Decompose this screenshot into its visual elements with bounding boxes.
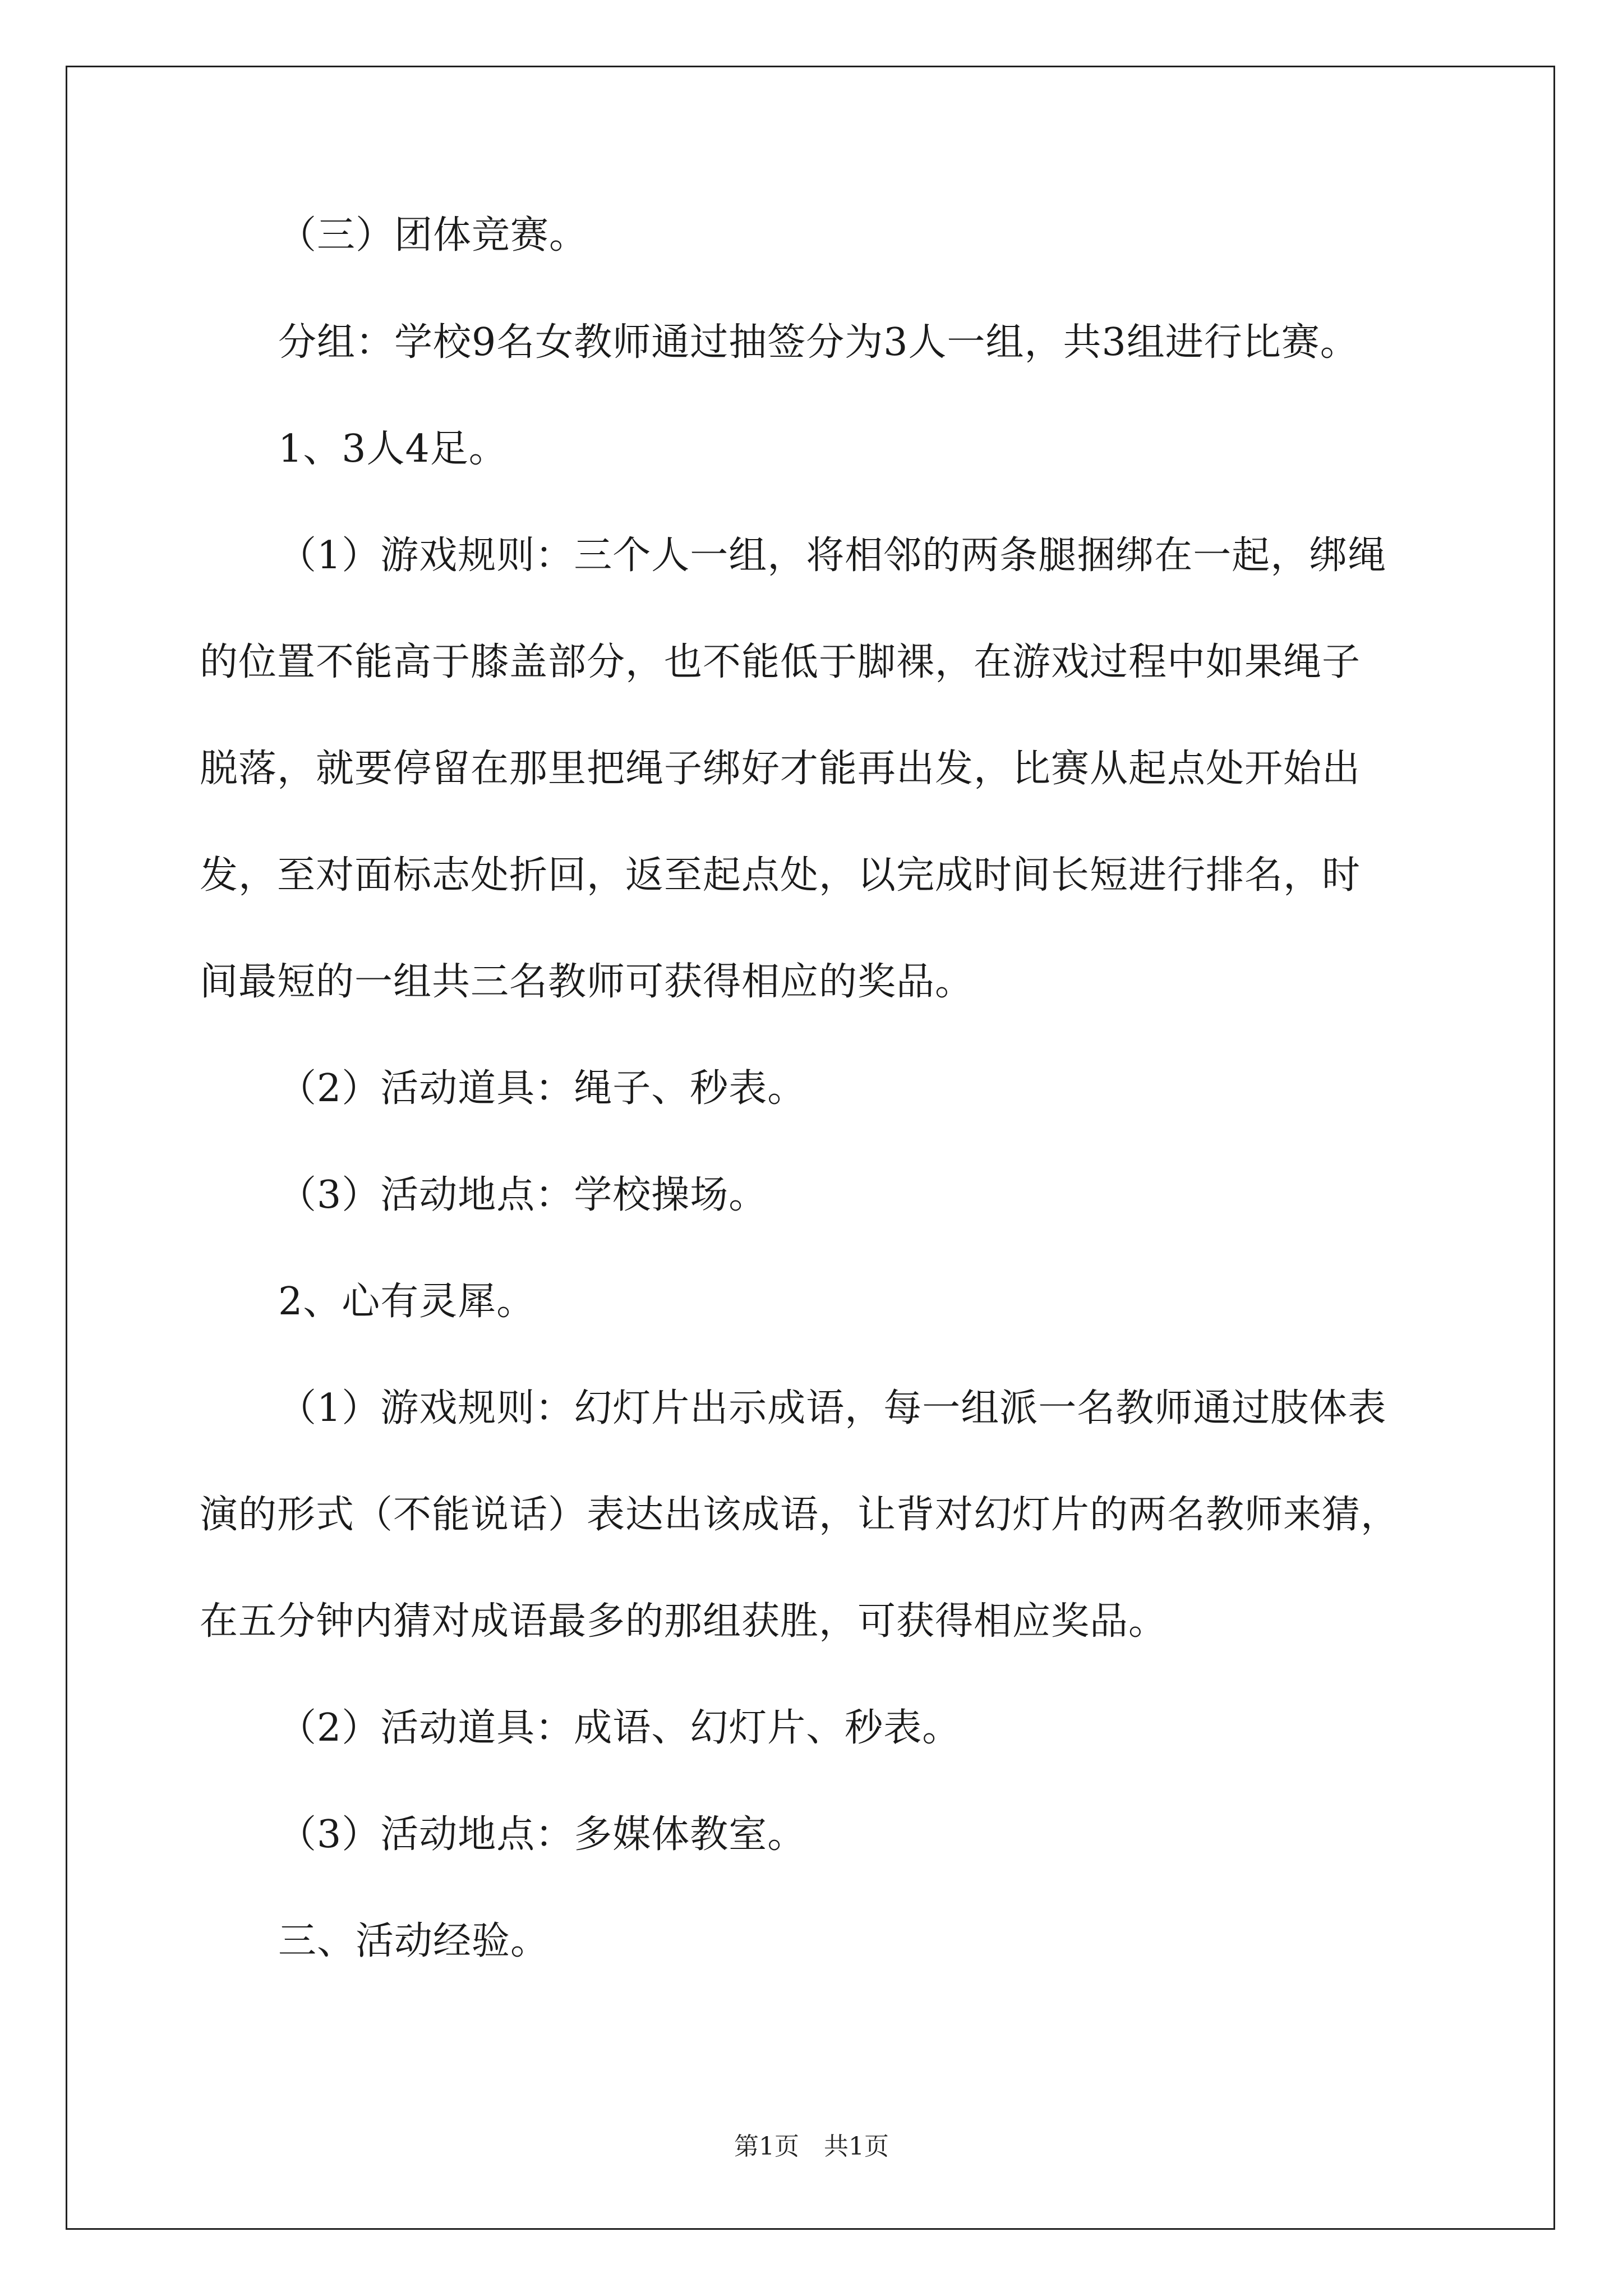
paragraph-location-1: （3）活动地点：学校操场。: [278, 1173, 768, 1217]
page-border: [66, 66, 1555, 2230]
paragraph-rules-1-line-1: （1）游戏规则：三个人一组，将相邻的两条腿捆绑在一起，绑绳: [278, 533, 1387, 578]
section-heading-team-competition: （三）团体竞赛。: [278, 213, 588, 257]
paragraph-rules-1-line-5: 间最短的一组共三名教师可获得相应的奖品。: [200, 960, 974, 1004]
paragraph-rules-2-line-1: （1）游戏规则：幻灯片出示成语，每一组派一名教师通过肢体表: [278, 1386, 1387, 1430]
paragraph-rules-1-line-2: 的位置不能高于膝盖部分，也不能低于脚裸，在游戏过程中如果绳子: [200, 640, 1361, 684]
paragraph-rules-1-line-4: 发，至对面标志处折回，返至起点处，以完成时间长短进行排名，时: [200, 853, 1361, 898]
paragraph-grouping: 分组：学校9名女教师通过抽签分为3人一组，共3组进行比赛。: [278, 320, 1359, 365]
paragraph-props-2: （2）活动道具：成语、幻灯片、秒表。: [278, 1706, 961, 1750]
paragraph-rules-2-line-2: 演的形式（不能说话）表达出该成语，让背对幻灯片的两名教师来猜，: [200, 1493, 1400, 1537]
section-heading-experience: 三、活动经验。: [278, 1919, 550, 1963]
page-number-footer: 第1页 共1页: [734, 2132, 889, 2161]
paragraph-props-1: （2）活动道具：绳子、秒表。: [278, 1066, 806, 1111]
item-heading-three-people-four-feet: 1、3人4足。: [278, 427, 508, 471]
paragraph-rules-2-line-3: 在五分钟内猜对成语最多的那组获胜，可获得相应奖品。: [200, 1599, 1168, 1644]
paragraph-location-2: （3）活动地点：多媒体教室。: [278, 1812, 806, 1857]
item-heading-telepathy: 2、心有灵犀。: [278, 1280, 536, 1324]
paragraph-rules-1-line-3: 脱落，就要停留在那里把绳子绑好才能再出发，比赛从起点处开始出: [200, 747, 1361, 791]
